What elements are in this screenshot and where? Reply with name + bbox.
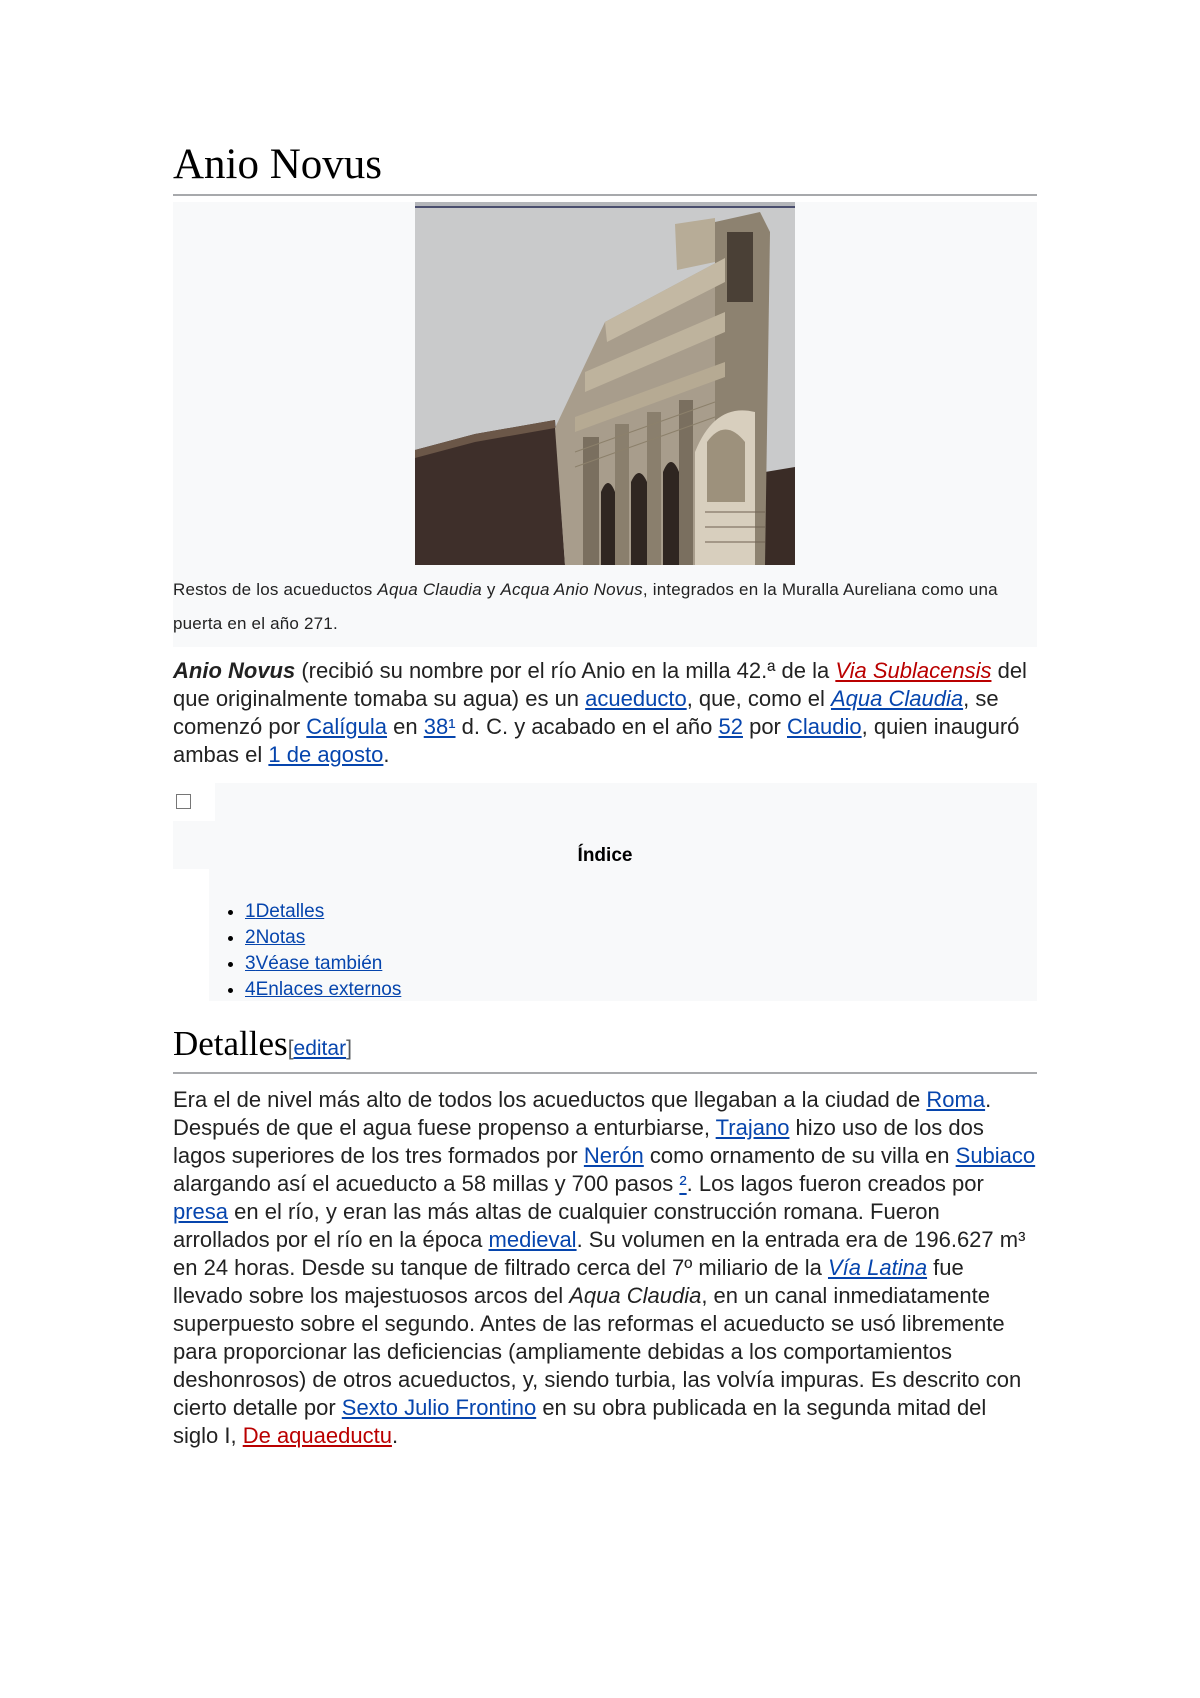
toc-title: Índice (577, 845, 633, 866)
link-38[interactable]: 38¹ (423, 714, 456, 739)
edit-section: [editar] (287, 1037, 352, 1060)
toc-item (245, 925, 401, 951)
link-presa[interactable]: presa (173, 1199, 229, 1224)
figure-caption: Restos de los acueductos Aqua Claudia y Acqua Anio Novus, integrados en la Muralla Aureliana como una puerta en el año 271. (173, 580, 998, 633)
toc-link-detalles[interactable]: 1Detalles (245, 901, 325, 922)
edit-link[interactable]: editar (293, 1037, 347, 1060)
toc-item (245, 899, 401, 925)
link-aqua-claudia[interactable]: Aqua Claudia (831, 686, 964, 711)
link-via-sublacensis[interactable]: Via Sublacensis (835, 658, 992, 683)
section-heading-detalles: Detalles[editar] (173, 1021, 1037, 1074)
link-de-aquaeductu[interactable]: De aquaeductu (242, 1423, 392, 1448)
toc-link-enlaces-externos[interactable]: 4Enlaces externos (245, 979, 402, 1000)
toc-link-notas[interactable]: 2Notas (245, 927, 306, 948)
link-medieval[interactable]: medieval (488, 1227, 577, 1252)
aqueduct-photo[interactable] (415, 202, 795, 565)
toc-item (245, 951, 401, 977)
table-of-contents (173, 783, 1037, 1001)
link-via-latina[interactable]: Vía Latina (827, 1255, 928, 1280)
link-trajano[interactable]: Trajano (715, 1115, 790, 1140)
link-1-agosto[interactable]: 1 de agosto (268, 742, 384, 767)
checkbox-icon[interactable] (176, 794, 191, 809)
detalles-paragraph: Era el de nivel más alto de todos los acueductos que llegaban a la ciudad de Roma. Después de que el agua fuese propenso a enturbiarse, Trajano hizo uso de los dos lagos superiores de los tres formados por Nerón como ornamento de su villa en Subiaco alargando así el acueducto a 58 millas y 700 pasos ². Los lagos fueron creados por presa en el río, y eran las más altas de cualquier construcción romana. Fueron arrollados por el río en la época medieval. Su volumen en la entrada era de 196.627 m³ en 24 horas. Desde su tanque de filtrado cerca del 7º miliario de la Vía Latina fue llevado sobre los majestuosos arcos del Aqua Claudia, en un canal inmediatamente superpuesto sobre el segundo. Antes de las reformas el acueducto se usó libremente para proporcionar las deficiencias (ampliamente debidas a los comportamientos deshonrosos) de otros acueductos, y, siendo turbia, las volvía impuras. Es descrito con cierto detalle por Sexto Julio Frontino en su obra publicada en la segunda mitad del siglo I, De aquaeductu. (173, 1087, 1036, 1448)
thumbnail-figure (173, 202, 1037, 647)
link-roma[interactable]: Roma (926, 1087, 986, 1112)
link-frontino[interactable]: Sexto Julio Frontino (341, 1395, 537, 1420)
link-note-2[interactable]: ² (679, 1171, 687, 1196)
toc-toggle[interactable] (173, 783, 215, 821)
link-52[interactable]: 52 (718, 714, 743, 739)
lead-term: Anio Novus (173, 658, 296, 683)
toc-item (245, 977, 401, 1003)
article (173, 138, 1037, 1450)
link-caligula[interactable]: Calígula (306, 714, 388, 739)
link-neron[interactable]: Nerón (583, 1143, 644, 1168)
toc-link-vease-tambien[interactable]: 3Véase también (245, 953, 383, 974)
link-acueducto[interactable]: acueducto (585, 686, 687, 711)
aqueduct-image (415, 202, 795, 565)
toc-list (209, 899, 401, 1003)
page-title: Anio Novus (173, 138, 1037, 196)
link-claudio[interactable]: Claudio (787, 714, 862, 739)
link-subiaco[interactable]: Subiaco (955, 1143, 1036, 1168)
lead-paragraph: Anio Novus (recibió su nombre por el río Anio en la milla 42.ª de la Via Sublacensis del que originalmente tomaba su agua) es un acueducto, que, como el Aqua Claudia, se comenzó por Calígula en 38¹ d. C. y acabado en el año 52 por Claudio, quien inauguró ambas el 1 de agosto. (173, 658, 1027, 767)
